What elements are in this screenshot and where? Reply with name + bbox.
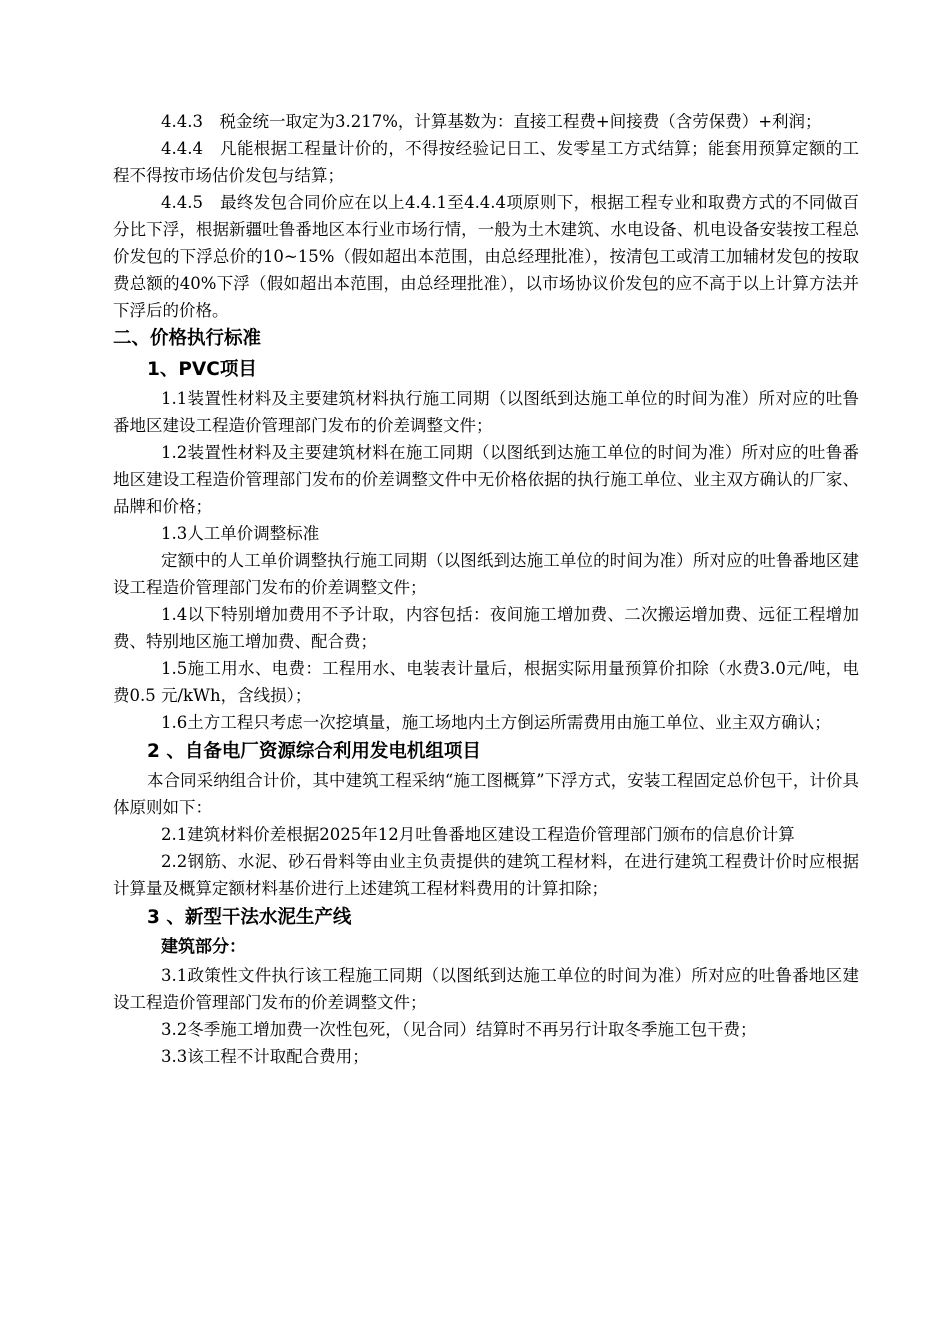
item-3-3: 3.3该工程不计取配合费用； — [161, 1047, 369, 1066]
item-1-2: 1.2装置性材料及主要建筑材料在施工同期（以图纸到达施工单位的时间为准）所对应的吐鲁番地区建设工程造价管理部门发布的价差调整文件中无价格依据的执行施工单位、业主双方确认的厂家、品牌和价格； — [113, 443, 859, 516]
item-1-5: 1.5施工用水、电费：工程用水、电装表计量后，根据实际用量预算价扣除（水费3.0元/吨，电费0.5 元/kWh，含线损）； — [113, 659, 859, 705]
item-1-3: 1.3人工单价调整标准 — [161, 524, 320, 543]
paragraph-4-4-5: 4.4.5 最终发包合同价应在以上4.4.1至4.4.4项原则下，根据工程专业和取费方式的不同做百分比下浮，根据新疆吐鲁番地区本行业市场行情，一般为土木建筑、水电设备、机电设备安装按工程总价发包的下浮总价的10~15%（假如超出本范围，由总经理批准），按清包工或清工加辅材发包的按取费总额的40%下浮（假如超出本范围，由总经理批准），以市场协议价发包的应不高于以上计算方法并下浮后的价格。 — [113, 193, 859, 320]
item-3-1: 3.1政策性文件执行该工程施工同期（以图纸到达施工单位的时间为准）所对应的吐鲁番地区建设工程造价管理部门发布的价差调整文件； — [113, 966, 859, 1012]
power-plant-intro: 本合同采纳组合计价，其中建筑工程采纳“施工图概算”下浮方式，安装工程固定总价包干，计价具体原则如下： — [113, 771, 859, 817]
section-heading-price-standard: 二、价格执行标准 — [113, 328, 262, 349]
item-1-1: 1.1装置性材料及主要建筑材料执行施工同期（以图纸到达施工单位的时间为准）所对应的吐鲁番地区建设工程造价管理部门发布的价差调整文件； — [113, 389, 859, 435]
item-2-2: 2.2钢筋、水泥、砂石骨料等由业主负责提供的建筑工程材料，在进行建筑工程费计价时应根据计算量及概算定额材料基价进行上述建筑工程材料费用的计算扣除； — [113, 852, 859, 898]
subsection-heading-pvc: 1、PVC项目 — [147, 359, 257, 380]
document-page — [113, 108, 859, 1070]
item-3-2: 3.2冬季施工增加费一次性包死，（见合同）结算时不再另行计取冬季施工包干费； — [161, 1020, 757, 1039]
subsection-heading-cement-line: 3 、新型干法水泥生产线 — [147, 907, 352, 928]
item-1-3-detail: 定额中的人工单价调整执行施工同期（以图纸到达施工单位的时间为准）所对应的吐鲁番地区建设工程造价管理部门发布的价差调整文件； — [113, 551, 859, 597]
paragraph-4-4-4: 4.4.4 凡能根据工程量计价的，不得按经验记日工、发零星工方式结算；能套用预算定额的工程不得按市场估价发包与结算； — [113, 139, 859, 185]
item-1-4: 1.4以下特别增加费用不予计取，内容包括：夜间施工增加费、二次搬运增加费、远征工程增加费、特别地区施工增加费、配合费； — [113, 605, 859, 651]
paragraph-4-4-3: 4.4.3 税金统一取定为3.217%，计算基数为：直接工程费+间接费（含劳保费）+利润； — [161, 112, 822, 131]
item-1-6: 1.6土方工程只考虑一次挖填量，施工场地内土方倒运所需费用由施工单位、业主双方确认； — [161, 713, 831, 732]
item-2-1: 2.1建筑材料价差根据2025年12月吐鲁番地区建设工程造价管理部门颁布的信息价计算 — [161, 825, 795, 844]
subsection-heading-power-plant: 2 、自备电厂资源综合利用发电机组项目 — [147, 741, 481, 762]
sub-heading-building-part: 建筑部分： — [161, 937, 246, 957]
